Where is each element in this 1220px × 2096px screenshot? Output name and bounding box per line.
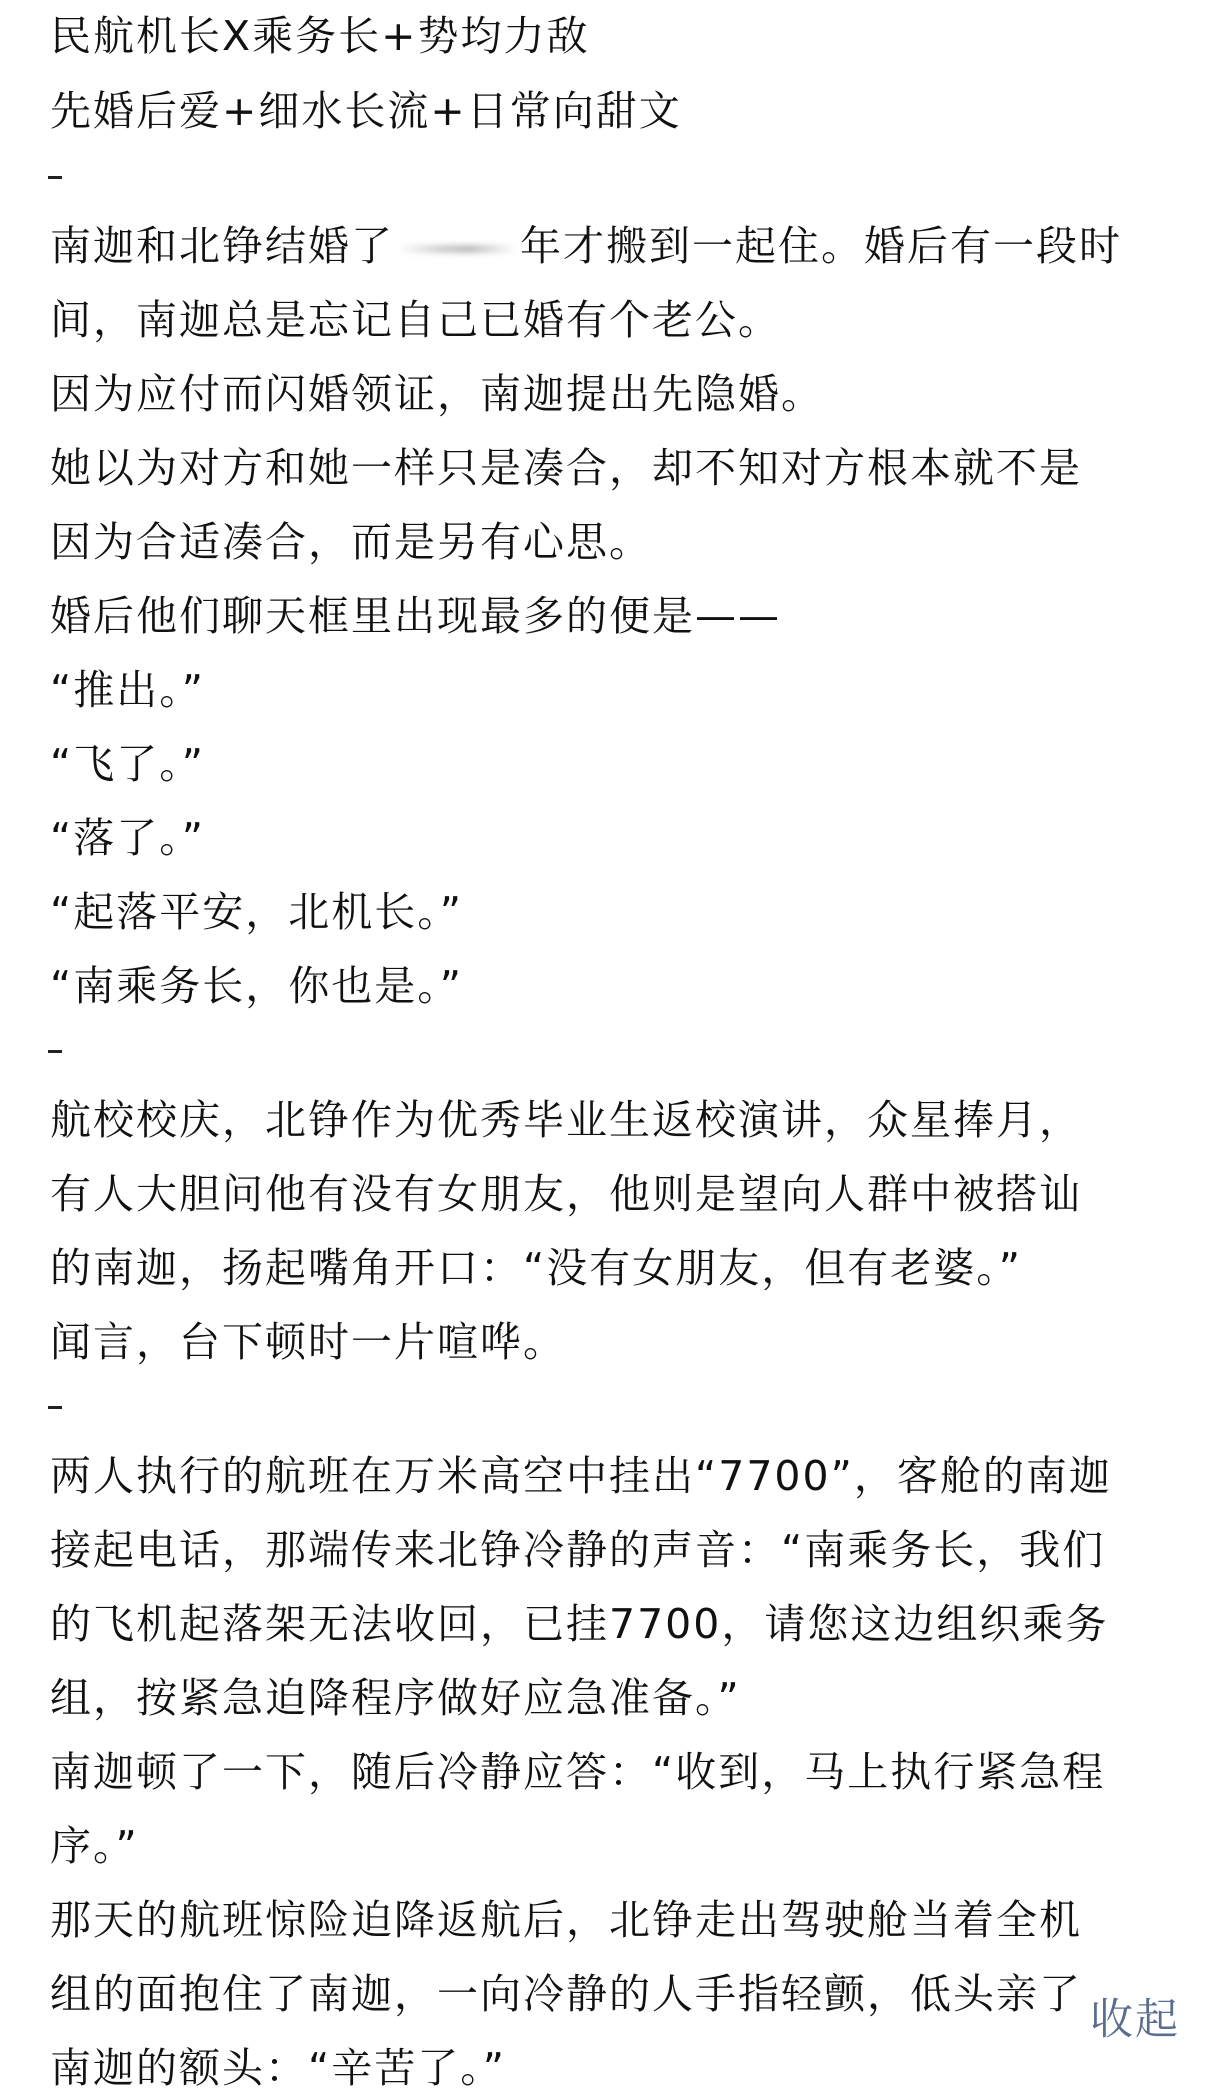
school-line-3: 的南迦，扬起嘴角开口：“没有女朋友，但有老婆。”: [50, 1244, 1022, 1292]
school-line-1: 航校校庆，北铮作为优秀毕业生返校演讲，众星捧月，: [50, 1096, 1082, 1144]
intro-line-1-start: 南迦和北铮结婚了: [50, 222, 394, 270]
separator: [48, 1050, 62, 1053]
flight-line-3: 的飞机起落架无法收回，已挂7700，请您这边组织乘务: [50, 1600, 1109, 1648]
collapse-button[interactable]: 收起: [1090, 1995, 1180, 2045]
flight-line-6: 序。”: [50, 1822, 139, 1870]
school-line-4: 闻言，台下顿时一片喧哗。: [50, 1318, 566, 1366]
intro-line-7: “推出。”: [50, 666, 205, 714]
flight-line-4: 组，按紧急迫降程序做好应急准备。”: [50, 1674, 741, 1722]
intro-line-8: “飞了。”: [50, 740, 205, 788]
flight-line-5: 南迦顿了一下，随后冷静应答：“收到，马上执行紧急程: [50, 1748, 1106, 1796]
flight-line-2: 接起电话，那端传来北铮冷静的声音：“南乘务长，我们: [50, 1526, 1106, 1574]
separator: [48, 1406, 62, 1409]
intro-line-1-end: 年才搬到一起住。婚后有一段时: [520, 222, 1122, 270]
flight-line-9: 南迦的额头：“辛苦了。”: [50, 2044, 506, 2092]
flight-line-8: 组的面抱住了南迦，一向冷静的人手指轻颤，低头亲了: [50, 1970, 1082, 2018]
separator: [48, 176, 62, 179]
intro-line-4: 她以为对方和她一样只是凑合，却不知对方根本就不是: [50, 444, 1082, 492]
flight-line-1: 两人执行的航班在万米高空中挂出“7700”，客舱的南迦: [50, 1452, 1112, 1500]
intro-line-1: [50, 218, 1122, 274]
redacted-blur: [398, 245, 516, 253]
intro-line-3: 因为应付而闪婚领证，南迦提出先隐婚。: [50, 370, 824, 418]
tag-line-1: 民航机长X乘务长+势均力敌: [50, 12, 590, 60]
intro-line-9: “落了。”: [50, 814, 205, 862]
tag-line-2: 先婚后爱+细水长流+日常向甜文: [50, 87, 682, 135]
school-line-2: 有人大胆问他有没有女朋友，他则是望向人群中被搭讪: [50, 1170, 1082, 1218]
intro-line-2: 间，南迦总是忘记自己已婚有个老公。: [50, 296, 781, 344]
intro-line-5: 因为合适凑合，而是另有心思。: [50, 518, 652, 566]
intro-line-10: “起落平安，北机长。”: [50, 888, 463, 936]
flight-line-7: 那天的航班惊险迫降返航后，北铮走出驾驶舱当着全机: [50, 1896, 1082, 1944]
intro-line-11: “南乘务长，你也是。”: [50, 962, 463, 1010]
intro-line-6: 婚后他们聊天框里出现最多的便是——: [50, 592, 781, 640]
